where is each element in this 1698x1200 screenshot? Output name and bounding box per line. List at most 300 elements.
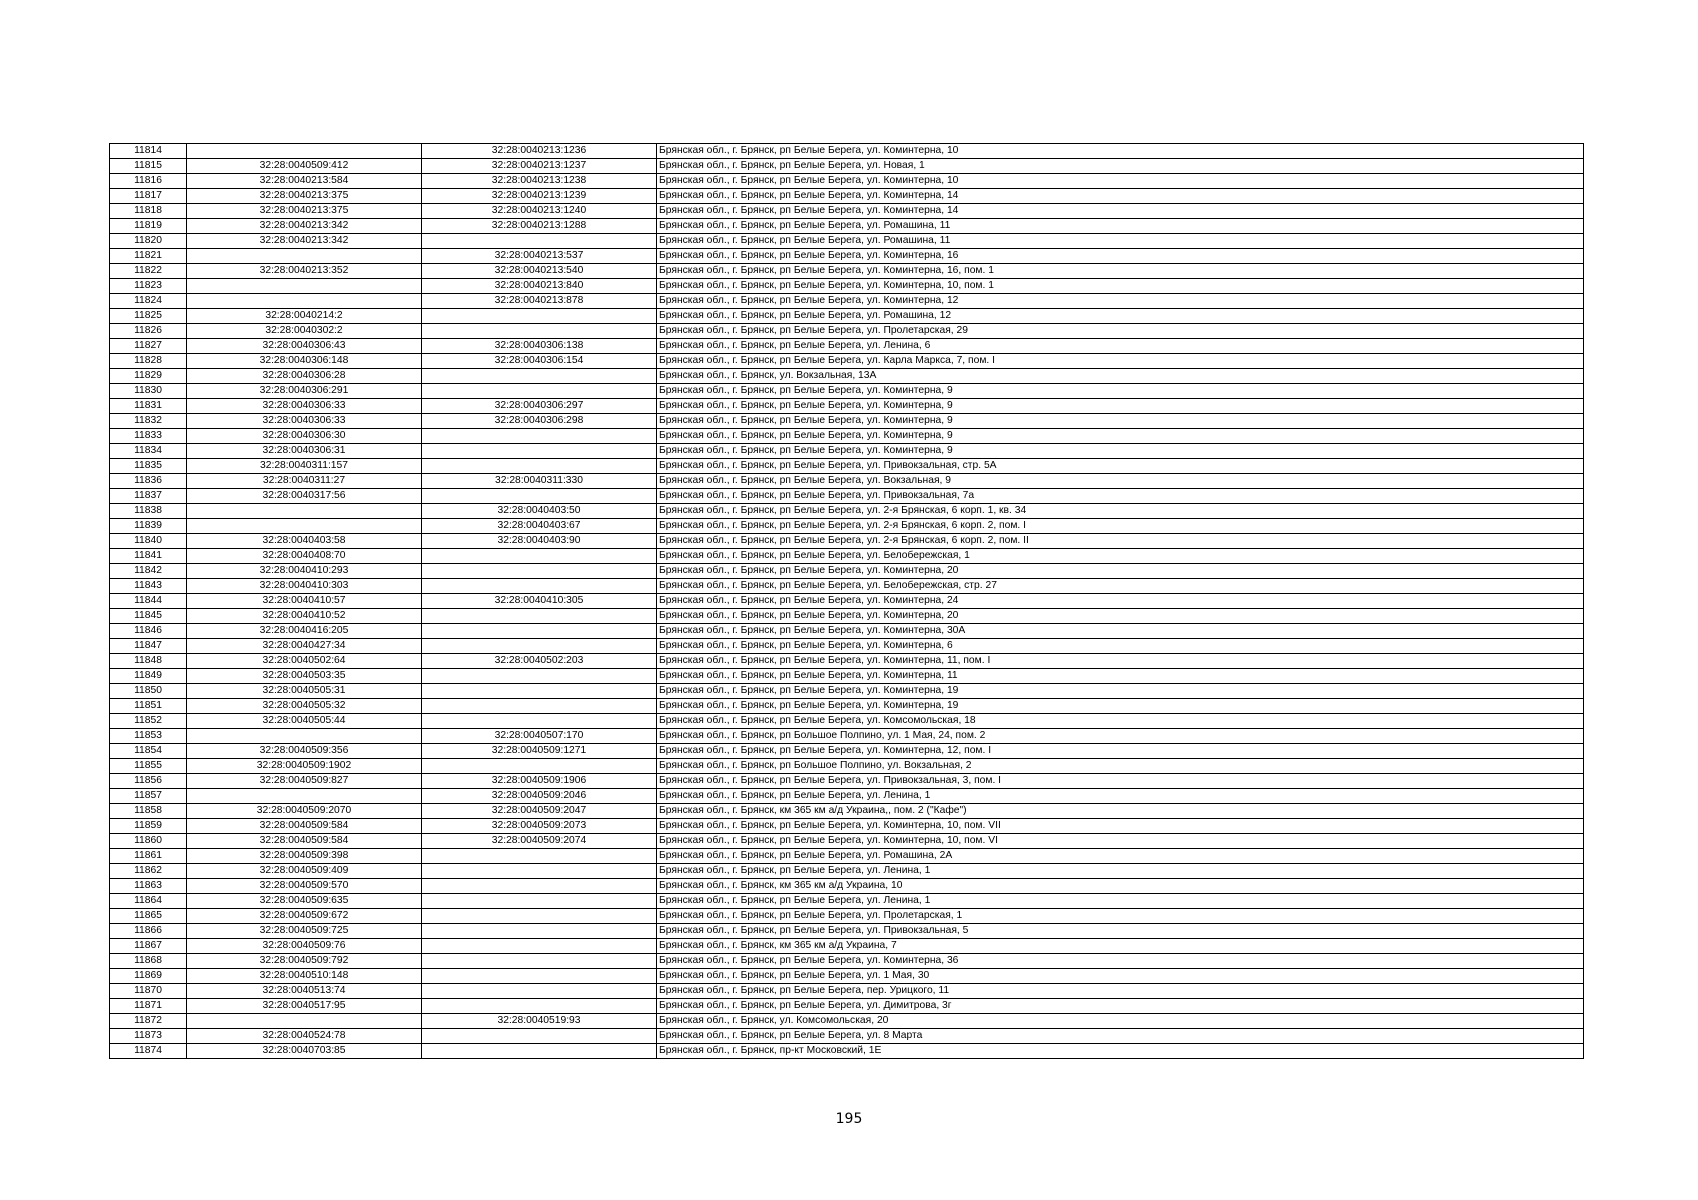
table-row [110, 414, 1584, 429]
address-cell: Брянская обл., г. Брянск, рп Белые Берега, ул. Коминтерна, 6 [657, 639, 1584, 654]
object-cadastral-number-cell: 32:28:0040213:1237 [422, 159, 657, 174]
object-cadastral-number-cell: 32:28:0040213:1238 [422, 174, 657, 189]
address-cell: Брянская обл., г. Брянск, рп Белые Берега, ул. Коминтерна, 10, пом. 1 [657, 279, 1584, 294]
table-row [110, 909, 1584, 924]
land-cadastral-number-cell: 32:28:0040513:74 [187, 984, 422, 999]
land-cadastral-number-cell: 32:28:0040214:2 [187, 309, 422, 324]
object-cadastral-number-cell [422, 624, 657, 639]
row-number-cell: 11854 [110, 744, 187, 759]
row-number-cell: 11846 [110, 624, 187, 639]
row-number-cell: 11847 [110, 639, 187, 654]
land-cadastral-number-cell [187, 1014, 422, 1029]
object-cadastral-number-cell [422, 1044, 657, 1059]
object-cadastral-number-cell: 32:28:0040509:2047 [422, 804, 657, 819]
land-cadastral-number-cell: 32:28:0040509:635 [187, 894, 422, 909]
row-number-cell: 11820 [110, 234, 187, 249]
land-cadastral-number-cell: 32:28:0040524:78 [187, 1029, 422, 1044]
land-cadastral-number-cell: 32:28:0040703:85 [187, 1044, 422, 1059]
address-cell: Брянская обл., г. Брянск, рп Белые Берега, ул. 2-я Брянская, 6 корп. 2, пом. II [657, 534, 1584, 549]
address-cell: Брянская обл., г. Брянск, рп Белые Берега, ул. Коминтерна, 9 [657, 444, 1584, 459]
table-row [110, 774, 1584, 789]
land-cadastral-number-cell: 32:28:0040306:33 [187, 399, 422, 414]
address-cell: Брянская обл., г. Брянск, рп Белые Берега, ул. Привокзальная, 3, пом. I [657, 774, 1584, 789]
table-row [110, 639, 1584, 654]
address-cell: Брянская обл., г. Брянск, рп Белые Берега, ул. Пролетарская, 29 [657, 324, 1584, 339]
address-cell: Брянская обл., г. Брянск, рп Белые Берега, ул. Коминтерна, 10 [657, 174, 1584, 189]
object-cadastral-number-cell [422, 669, 657, 684]
row-number-cell: 11855 [110, 759, 187, 774]
land-cadastral-number-cell: 32:28:0040416:205 [187, 624, 422, 639]
land-cadastral-number-cell: 32:28:0040509:672 [187, 909, 422, 924]
address-cell: Брянская обл., г. Брянск, рп Белые Берега, ул. Коминтерна, 10, пом. VII [657, 819, 1584, 834]
land-cadastral-number-cell [187, 519, 422, 534]
table-row [110, 204, 1584, 219]
address-cell: Брянская обл., г. Брянск, км 365 км а/д Украина,, пом. 2 ("Кафе") [657, 804, 1584, 819]
row-number-cell: 11873 [110, 1029, 187, 1044]
land-cadastral-number-cell: 32:28:0040509:1902 [187, 759, 422, 774]
land-cadastral-number-cell: 32:28:0040306:148 [187, 354, 422, 369]
land-cadastral-number-cell: 32:28:0040509:792 [187, 954, 422, 969]
page-number: 195 [835, 1111, 863, 1127]
table-row [110, 804, 1584, 819]
row-number-cell: 11825 [110, 309, 187, 324]
object-cadastral-number-cell [422, 489, 657, 504]
address-cell: Брянская обл., г. Брянск, рп Белые Берега, ул. Коминтерна, 36 [657, 954, 1584, 969]
table-row [110, 954, 1584, 969]
address-cell: Брянская обл., г. Брянск, рп Белые Берега, ул. Коминтерна, 12 [657, 294, 1584, 309]
object-cadastral-number-cell [422, 864, 657, 879]
land-cadastral-number-cell: 32:28:0040509:409 [187, 864, 422, 879]
table-row [110, 864, 1584, 879]
object-cadastral-number-cell: 32:28:0040509:2074 [422, 834, 657, 849]
object-cadastral-number-cell [422, 999, 657, 1014]
land-cadastral-number-cell: 32:28:0040213:342 [187, 219, 422, 234]
address-cell: Брянская обл., г. Брянск, рп Белые Берега, ул. Ленина, 6 [657, 339, 1584, 354]
land-cadastral-number-cell [187, 279, 422, 294]
table-row [110, 624, 1584, 639]
object-cadastral-number-cell [422, 714, 657, 729]
row-number-cell: 11867 [110, 939, 187, 954]
object-cadastral-number-cell [422, 939, 657, 954]
address-cell: Брянская обл., г. Брянск, рп Белые Берега, ул. Коминтерна, 19 [657, 684, 1584, 699]
land-cadastral-number-cell: 32:28:0040410:52 [187, 609, 422, 624]
land-cadastral-number-cell [187, 294, 422, 309]
object-cadastral-number-cell [422, 1029, 657, 1044]
row-number-cell: 11833 [110, 429, 187, 444]
table-row [110, 189, 1584, 204]
table-row [110, 1014, 1584, 1029]
address-cell: Брянская обл., г. Брянск, рп Белые Берега, ул. Коминтерна, 9 [657, 429, 1584, 444]
address-cell: Брянская обл., г. Брянск, рп Белые Берега, ул. Коминтерна, 11, пом. I [657, 654, 1584, 669]
land-cadastral-number-cell: 32:28:0040509:584 [187, 834, 422, 849]
row-number-cell: 11841 [110, 549, 187, 564]
land-cadastral-number-cell: 32:28:0040306:291 [187, 384, 422, 399]
land-cadastral-number-cell: 32:28:0040509:76 [187, 939, 422, 954]
row-number-cell: 11834 [110, 444, 187, 459]
land-cadastral-number-cell: 32:28:0040509:356 [187, 744, 422, 759]
address-cell: Брянская обл., г. Брянск, рп Белые Берега, ул. Привокзальная, 7а [657, 489, 1584, 504]
object-cadastral-number-cell [422, 384, 657, 399]
object-cadastral-number-cell [422, 984, 657, 999]
object-cadastral-number-cell: 32:28:0040213:1236 [422, 144, 657, 159]
row-number-cell: 11821 [110, 249, 187, 264]
row-number-cell: 11865 [110, 909, 187, 924]
table-row [110, 234, 1584, 249]
address-cell: Брянская обл., г. Брянск, рп Белые Берега, ул. Коминтерна, 10, пом. VI [657, 834, 1584, 849]
address-cell: Брянская обл., г. Брянск, рп Белые Берега, ул. 1 Мая, 30 [657, 969, 1584, 984]
table-row [110, 309, 1584, 324]
address-cell: Брянская обл., г. Брянск, рп Белые Берега, ул. Белобережская, стр. 27 [657, 579, 1584, 594]
row-number-cell: 11838 [110, 504, 187, 519]
row-number-cell: 11862 [110, 864, 187, 879]
table-row [110, 879, 1584, 894]
row-number-cell: 11852 [110, 714, 187, 729]
table-row [110, 144, 1584, 159]
address-cell: Брянская обл., г. Брянск, км 365 км а/д Украина, 7 [657, 939, 1584, 954]
row-number-cell: 11848 [110, 654, 187, 669]
land-cadastral-number-cell [187, 729, 422, 744]
table-row [110, 939, 1584, 954]
row-number-cell: 11830 [110, 384, 187, 399]
address-cell: Брянская обл., г. Брянск, рп Белые Берега, ул. Коминтерна, 20 [657, 564, 1584, 579]
table-row [110, 564, 1584, 579]
table-row [110, 579, 1584, 594]
row-number-cell: 11874 [110, 1044, 187, 1059]
address-cell: Брянская обл., г. Брянск, рп Белые Берега, ул. Коминтерна, 11 [657, 669, 1584, 684]
table-row [110, 519, 1584, 534]
address-cell: Брянская обл., г. Брянск, рп Белые Берега, ул. Коминтерна, 9 [657, 384, 1584, 399]
object-cadastral-number-cell: 32:28:0040213:840 [422, 279, 657, 294]
row-number-cell: 11824 [110, 294, 187, 309]
table-row [110, 999, 1584, 1014]
row-number-cell: 11832 [110, 414, 187, 429]
land-cadastral-number-cell [187, 504, 422, 519]
row-number-cell: 11842 [110, 564, 187, 579]
land-cadastral-number-cell: 32:28:0040505:44 [187, 714, 422, 729]
table-row [110, 744, 1584, 759]
address-cell: Брянская обл., г. Брянск, рп Белые Берега, ул. Карла Маркса, 7, пом. I [657, 354, 1584, 369]
land-cadastral-number-cell: 32:28:0040502:64 [187, 654, 422, 669]
table-row [110, 474, 1584, 489]
row-number-cell: 11816 [110, 174, 187, 189]
object-cadastral-number-cell [422, 549, 657, 564]
land-cadastral-number-cell: 32:28:0040213:342 [187, 234, 422, 249]
address-cell: Брянская обл., г. Брянск, рп Белые Берега, ул. Ромашина, 2А [657, 849, 1584, 864]
land-cadastral-number-cell [187, 789, 422, 804]
row-number-cell: 11864 [110, 894, 187, 909]
object-cadastral-number-cell [422, 699, 657, 714]
object-cadastral-number-cell [422, 579, 657, 594]
address-cell: Брянская обл., г. Брянск, рп Белые Берега, ул. Ленина, 1 [657, 789, 1584, 804]
table-row [110, 174, 1584, 189]
land-cadastral-number-cell: 32:28:0040505:31 [187, 684, 422, 699]
table-row [110, 459, 1584, 474]
table-row [110, 969, 1584, 984]
row-number-cell: 11858 [110, 804, 187, 819]
land-cadastral-number-cell: 32:28:0040403:58 [187, 534, 422, 549]
table-row [110, 894, 1584, 909]
address-cell: Брянская обл., г. Брянск, рп Белые Берега, ул. Коминтерна, 16, пом. 1 [657, 264, 1584, 279]
land-cadastral-number-cell: 32:28:0040410:303 [187, 579, 422, 594]
table-row [110, 159, 1584, 174]
object-cadastral-number-cell: 32:28:0040213:1288 [422, 219, 657, 234]
table-row [110, 219, 1584, 234]
land-cadastral-number-cell: 32:28:0040427:34 [187, 639, 422, 654]
address-cell: Брянская обл., г. Брянск, рп Белые Берега, ул. Белобережская, 1 [657, 549, 1584, 564]
land-cadastral-number-cell: 32:28:0040503:35 [187, 669, 422, 684]
object-cadastral-number-cell [422, 639, 657, 654]
address-cell: Брянская обл., г. Брянск, рп Белые Берега, ул. Ленина, 1 [657, 894, 1584, 909]
object-cadastral-number-cell [422, 309, 657, 324]
address-cell: Брянская обл., г. Брянск, рп Белые Берега, ул. Коминтерна, 24 [657, 594, 1584, 609]
table-row [110, 609, 1584, 624]
address-cell: Брянская обл., г. Брянск, рп Белые Берега, ул. Коминтерна, 20 [657, 609, 1584, 624]
object-cadastral-number-cell: 32:28:0040403:90 [422, 534, 657, 549]
object-cadastral-number-cell: 32:28:0040509:1906 [422, 774, 657, 789]
row-number-cell: 11814 [110, 144, 187, 159]
table-row [110, 279, 1584, 294]
land-cadastral-number-cell: 32:28:0040311:157 [187, 459, 422, 474]
object-cadastral-number-cell: 32:28:0040306:138 [422, 339, 657, 354]
row-number-cell: 11844 [110, 594, 187, 609]
land-cadastral-number-cell: 32:28:0040213:352 [187, 264, 422, 279]
row-number-cell: 11868 [110, 954, 187, 969]
address-cell: Брянская обл., г. Брянск, рп Белые Берега, ул. Ромашина, 11 [657, 234, 1584, 249]
land-cadastral-number-cell: 32:28:0040509:2070 [187, 804, 422, 819]
address-cell: Брянская обл., г. Брянск, рп Белые Берега, ул. Коминтерна, 12, пом. I [657, 744, 1584, 759]
table-row [110, 594, 1584, 609]
row-number-cell: 11815 [110, 159, 187, 174]
land-cadastral-number-cell: 32:28:0040306:30 [187, 429, 422, 444]
land-cadastral-number-cell: 32:28:0040509:398 [187, 849, 422, 864]
object-cadastral-number-cell: 32:28:0040509:2046 [422, 789, 657, 804]
address-cell: Брянская обл., г. Брянск, рп Белые Берега, ул. Пролетарская, 1 [657, 909, 1584, 924]
object-cadastral-number-cell: 32:28:0040213:540 [422, 264, 657, 279]
table-row [110, 324, 1584, 339]
land-cadastral-number-cell: 32:28:0040306:28 [187, 369, 422, 384]
land-cadastral-number-cell: 32:28:0040509:570 [187, 879, 422, 894]
row-number-cell: 11829 [110, 369, 187, 384]
object-cadastral-number-cell [422, 969, 657, 984]
land-cadastral-number-cell: 32:28:0040505:32 [187, 699, 422, 714]
land-cadastral-number-cell: 32:28:0040509:412 [187, 159, 422, 174]
address-cell: Брянская обл., г. Брянск, рп Белые Берега, ул. 8 Марта [657, 1029, 1584, 1044]
address-cell: Брянская обл., г. Брянск, пр-кт Московский, 1Е [657, 1044, 1584, 1059]
object-cadastral-number-cell: 32:28:0040507:170 [422, 729, 657, 744]
address-cell: Брянская обл., г. Брянск, рп Белые Берега, ул. Коминтерна, 16 [657, 249, 1584, 264]
object-cadastral-number-cell [422, 324, 657, 339]
address-cell: Брянская обл., г. Брянск, рп Большое Полпино, ул. 1 Мая, 24, пом. 2 [657, 729, 1584, 744]
land-cadastral-number-cell: 32:28:0040509:725 [187, 924, 422, 939]
row-number-cell: 11818 [110, 204, 187, 219]
table-row [110, 684, 1584, 699]
land-cadastral-number-cell: 32:28:0040302:2 [187, 324, 422, 339]
table-row [110, 489, 1584, 504]
address-cell: Брянская обл., г. Брянск, рп Белые Берега, ул. Ромашина, 11 [657, 219, 1584, 234]
table-row [110, 384, 1584, 399]
address-cell: Брянская обл., г. Брянск, рп Белые Берега, ул. Коминтерна, 19 [657, 699, 1584, 714]
table-row [110, 654, 1584, 669]
table-row [110, 699, 1584, 714]
row-number-cell: 11860 [110, 834, 187, 849]
land-cadastral-number-cell: 32:28:0040311:27 [187, 474, 422, 489]
object-cadastral-number-cell: 32:28:0040306:297 [422, 399, 657, 414]
address-cell: Брянская обл., г. Брянск, рп Белые Берега, ул. Коминтерна, 9 [657, 414, 1584, 429]
row-number-cell: 11837 [110, 489, 187, 504]
object-cadastral-number-cell [422, 894, 657, 909]
object-cadastral-number-cell: 32:28:0040213:1240 [422, 204, 657, 219]
land-cadastral-number-cell: 32:28:0040509:827 [187, 774, 422, 789]
address-cell: Брянская обл., г. Брянск, км 365 км а/д Украина, 10 [657, 879, 1584, 894]
row-number-cell: 11857 [110, 789, 187, 804]
object-cadastral-number-cell [422, 954, 657, 969]
row-number-cell: 11839 [110, 519, 187, 534]
table-row [110, 369, 1584, 384]
address-cell: Брянская обл., г. Брянск, рп Белые Берега, ул. Комсомольская, 18 [657, 714, 1584, 729]
address-cell: Брянская обл., г. Брянск, рп Белые Берега, ул. Вокзальная, 9 [657, 474, 1584, 489]
object-cadastral-number-cell [422, 564, 657, 579]
land-cadastral-number-cell: 32:28:0040306:33 [187, 414, 422, 429]
registry-table-body [110, 144, 1584, 1059]
object-cadastral-number-cell: 32:28:0040509:2073 [422, 819, 657, 834]
table-row [110, 834, 1584, 849]
address-cell: Брянская обл., г. Брянск, рп Белые Берега, ул. Димитрова, 3г [657, 999, 1584, 1014]
row-number-cell: 11853 [110, 729, 187, 744]
object-cadastral-number-cell [422, 234, 657, 249]
row-number-cell: 11819 [110, 219, 187, 234]
table-row [110, 729, 1584, 744]
address-cell: Брянская обл., г. Брянск, рп Белые Берега, ул. Коминтерна, 30А [657, 624, 1584, 639]
object-cadastral-number-cell [422, 759, 657, 774]
object-cadastral-number-cell: 32:28:0040410:305 [422, 594, 657, 609]
address-cell: Брянская обл., г. Брянск, рп Белые Берега, ул. 2-я Брянская, 6 корп. 1, кв. 34 [657, 504, 1584, 519]
address-cell: Брянская обл., г. Брянск, ул. Комсомольская, 20 [657, 1014, 1584, 1029]
row-number-cell: 11827 [110, 339, 187, 354]
object-cadastral-number-cell: 32:28:0040519:93 [422, 1014, 657, 1029]
row-number-cell: 11870 [110, 984, 187, 999]
land-cadastral-number-cell: 32:28:0040410:57 [187, 594, 422, 609]
object-cadastral-number-cell [422, 429, 657, 444]
table-row [110, 249, 1584, 264]
table-row [110, 714, 1584, 729]
object-cadastral-number-cell [422, 879, 657, 894]
row-number-cell: 11826 [110, 324, 187, 339]
object-cadastral-number-cell [422, 924, 657, 939]
address-cell: Брянская обл., г. Брянск, рп Белые Берега, ул. Коминтерна, 10 [657, 144, 1584, 159]
land-cadastral-number-cell [187, 249, 422, 264]
table-row [110, 429, 1584, 444]
object-cadastral-number-cell [422, 849, 657, 864]
table-row [110, 339, 1584, 354]
land-cadastral-number-cell: 32:28:0040213:375 [187, 189, 422, 204]
row-number-cell: 11866 [110, 924, 187, 939]
land-cadastral-number-cell: 32:28:0040410:293 [187, 564, 422, 579]
object-cadastral-number-cell [422, 444, 657, 459]
row-number-cell: 11871 [110, 999, 187, 1014]
row-number-cell: 11823 [110, 279, 187, 294]
row-number-cell: 11850 [110, 684, 187, 699]
table-row [110, 294, 1584, 309]
table-row [110, 1029, 1584, 1044]
address-cell: Брянская обл., г. Брянск, рп Белые Берега, ул. Ленина, 1 [657, 864, 1584, 879]
table-row [110, 984, 1584, 999]
row-number-cell: 11872 [110, 1014, 187, 1029]
land-cadastral-number-cell: 32:28:0040510:148 [187, 969, 422, 984]
object-cadastral-number-cell [422, 909, 657, 924]
row-number-cell: 11840 [110, 534, 187, 549]
object-cadastral-number-cell: 32:28:0040403:50 [422, 504, 657, 519]
land-cadastral-number-cell: 32:28:0040408:70 [187, 549, 422, 564]
land-cadastral-number-cell: 32:28:0040517:95 [187, 999, 422, 1014]
table-row [110, 849, 1584, 864]
table-row [110, 264, 1584, 279]
table-row [110, 354, 1584, 369]
row-number-cell: 11859 [110, 819, 187, 834]
table-row [110, 549, 1584, 564]
address-cell: Брянская обл., г. Брянск, рп Белые Берега, ул. Новая, 1 [657, 159, 1584, 174]
row-number-cell: 11845 [110, 609, 187, 624]
land-cadastral-number-cell: 32:28:0040306:43 [187, 339, 422, 354]
table-row [110, 399, 1584, 414]
row-number-cell: 11828 [110, 354, 187, 369]
table-row [110, 669, 1584, 684]
row-number-cell: 11861 [110, 849, 187, 864]
address-cell: Брянская обл., г. Брянск, рп Белые Берега, ул. Коминтерна, 9 [657, 399, 1584, 414]
row-number-cell: 11869 [110, 969, 187, 984]
row-number-cell: 11822 [110, 264, 187, 279]
land-cadastral-number-cell: 32:28:0040317:56 [187, 489, 422, 504]
table-row [110, 924, 1584, 939]
object-cadastral-number-cell [422, 459, 657, 474]
table-row [110, 759, 1584, 774]
row-number-cell: 11817 [110, 189, 187, 204]
object-cadastral-number-cell: 32:28:0040213:878 [422, 294, 657, 309]
table-row [110, 534, 1584, 549]
address-cell: Брянская обл., г. Брянск, рп Белые Берега, ул. Коминтерна, 14 [657, 189, 1584, 204]
row-number-cell: 11851 [110, 699, 187, 714]
object-cadastral-number-cell: 32:28:0040213:537 [422, 249, 657, 264]
table-row [110, 444, 1584, 459]
row-number-cell: 11835 [110, 459, 187, 474]
table-row [110, 1044, 1584, 1059]
address-cell: Брянская обл., г. Брянск, рп Белые Берега, ул. Привокзальная, 5 [657, 924, 1584, 939]
table-row [110, 504, 1584, 519]
object-cadastral-number-cell: 32:28:0040403:67 [422, 519, 657, 534]
address-cell: Брянская обл., г. Брянск, рп Белые Берега, ул. Привокзальная, стр. 5А [657, 459, 1584, 474]
object-cadastral-number-cell: 32:28:0040306:298 [422, 414, 657, 429]
row-number-cell: 11856 [110, 774, 187, 789]
row-number-cell: 11849 [110, 669, 187, 684]
object-cadastral-number-cell [422, 684, 657, 699]
land-cadastral-number-cell: 32:28:0040306:31 [187, 444, 422, 459]
object-cadastral-number-cell: 32:28:0040502:203 [422, 654, 657, 669]
row-number-cell: 11863 [110, 879, 187, 894]
object-cadastral-number-cell [422, 609, 657, 624]
land-cadastral-number-cell: 32:28:0040213:584 [187, 174, 422, 189]
land-cadastral-number-cell: 32:28:0040509:584 [187, 819, 422, 834]
address-cell: Брянская обл., г. Брянск, рп Белые Берега, ул. 2-я Брянская, 6 корп. 2, пом. I [657, 519, 1584, 534]
object-cadastral-number-cell: 32:28:0040306:154 [422, 354, 657, 369]
registry-table [109, 143, 1584, 1059]
object-cadastral-number-cell: 32:28:0040509:1271 [422, 744, 657, 759]
row-number-cell: 11836 [110, 474, 187, 489]
address-cell: Брянская обл., г. Брянск, рп Белые Берега, ул. Коминтерна, 14 [657, 204, 1584, 219]
address-cell: Брянская обл., г. Брянск, рп Большое Полпино, ул. Вокзальная, 2 [657, 759, 1584, 774]
object-cadastral-number-cell [422, 369, 657, 384]
land-cadastral-number-cell [187, 144, 422, 159]
table-row [110, 789, 1584, 804]
address-cell: Брянская обл., г. Брянск, рп Белые Берега, пер. Урицкого, 11 [657, 984, 1584, 999]
